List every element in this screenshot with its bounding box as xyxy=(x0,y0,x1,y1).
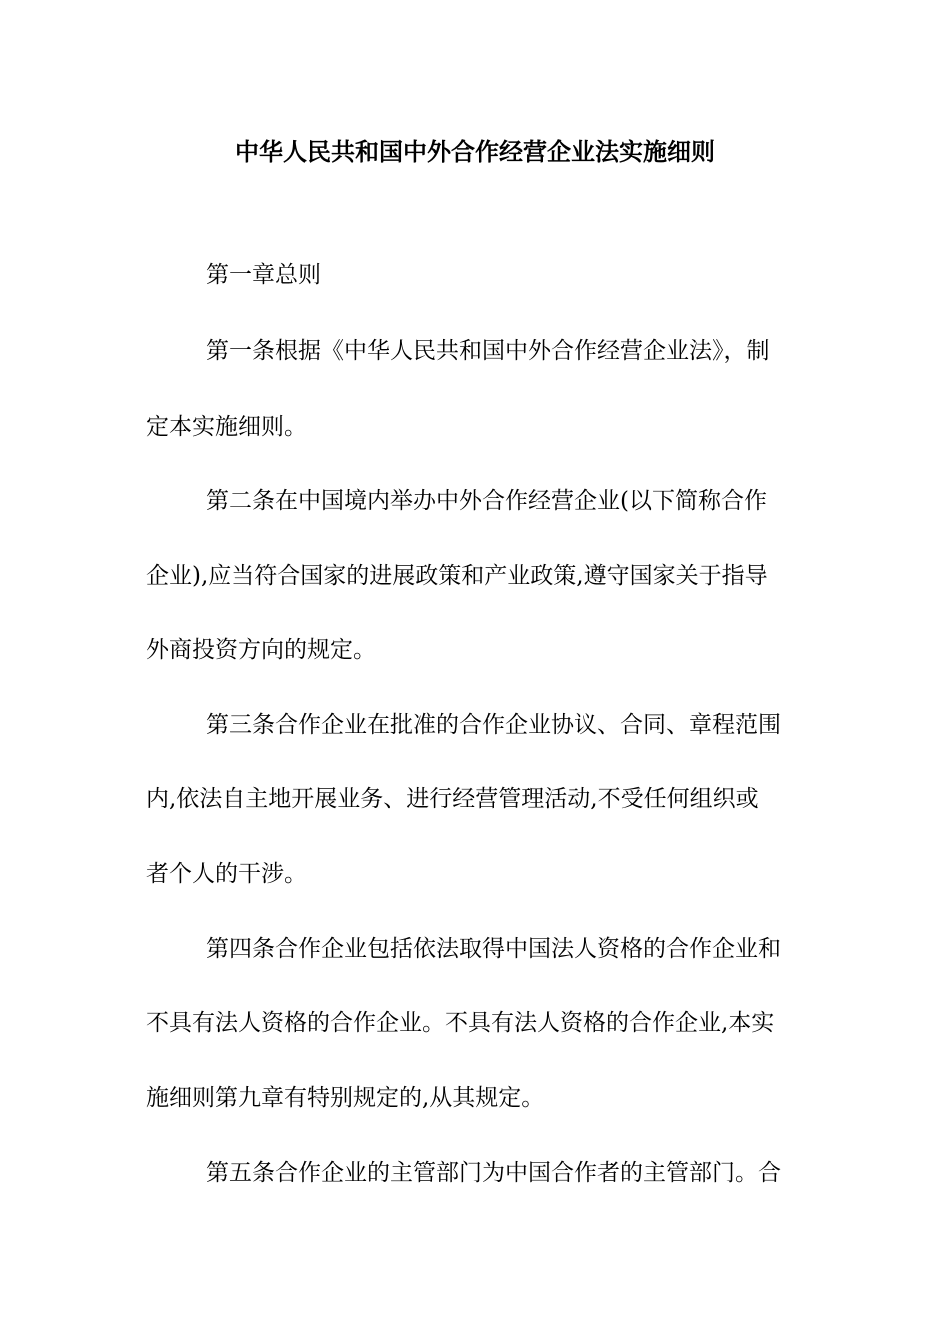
paragraph-line: 内,依法自主地开展业务、进行经营管理活动,不受任何组织或 xyxy=(146,786,759,812)
paragraph-line: 定本实施细则。 xyxy=(146,414,307,440)
paragraph-line: 第三条合作企业在批准的合作企业协议、合同、章程范围 xyxy=(206,712,781,738)
paragraph-line: 企业),应当符合国家的进展政策和产业政策,遵守国家关于指导 xyxy=(146,563,768,589)
paragraph-line: 不具有法人资格的合作企业。不具有法人资格的合作企业,本实 xyxy=(146,1010,775,1036)
paragraph-line: 外商投资方向的规定。 xyxy=(146,637,376,663)
paragraph-line: 第二条在中国境内举办中外合作经营企业(以下简称合作 xyxy=(206,488,767,514)
document-title: 中华人民共和国中外合作经营企业法实施细则 xyxy=(235,137,715,166)
paragraph-line: 者个人的干涉。 xyxy=(146,861,307,887)
chapter-heading: 第一章总则 xyxy=(206,262,321,288)
paragraph-line: 第一条根据《中华人民共和国中外合作经营企业法》，制 xyxy=(206,338,770,364)
paragraph-line: 第四条合作企业包括依法取得中国法人资格的合作企业和 xyxy=(206,936,781,962)
paragraph-line: 第五条合作企业的主管部门为中国合作者的主管部门。合 xyxy=(206,1160,781,1186)
paragraph-line: 施细则第九章有特别规定的,从其规定。 xyxy=(146,1085,545,1111)
